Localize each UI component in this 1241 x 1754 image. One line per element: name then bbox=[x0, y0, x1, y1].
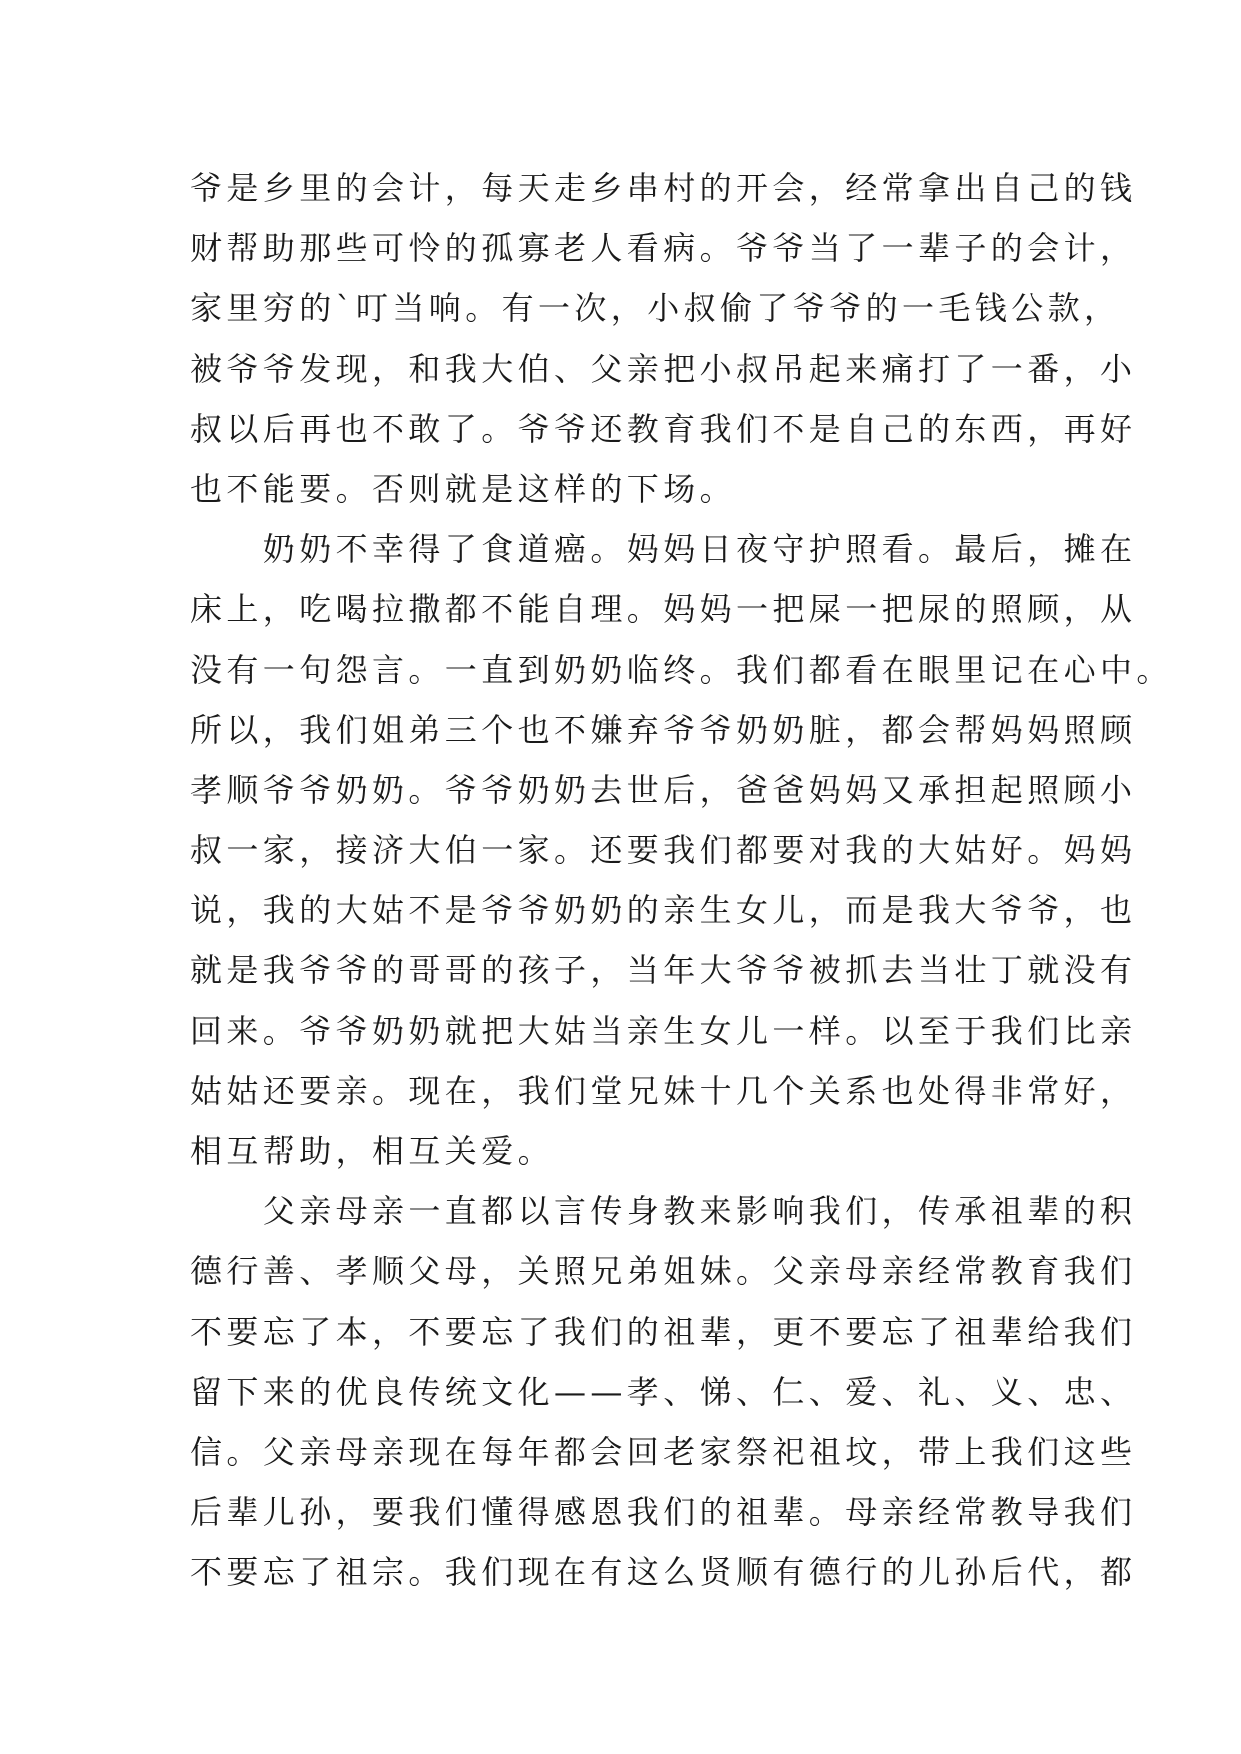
text-line: 被爷爷发现，和我大伯、父亲把小叔吊起来痛打了一番，小 bbox=[190, 349, 1137, 388]
text-line: 没有一句怨言。一直到奶奶临终。我们都看在眼里记在心中。 bbox=[190, 650, 1173, 689]
text-line: 就是我爷爷的哥哥的孩子，当年大爷爷被抓去当壮丁就没有 bbox=[190, 951, 1137, 990]
text-line: 不要忘了本，不要忘了我们的祖辈，更不要忘了祖辈给我们 bbox=[190, 1312, 1137, 1351]
text-line: 所以，我们姐弟三个也不嫌弃爷爷奶奶脏，都会帮妈妈照顾 bbox=[190, 710, 1137, 749]
text-line: 信。父亲母亲现在每年都会回老家祭祀祖坟，带上我们这些 bbox=[190, 1432, 1137, 1471]
text-line: 不要忘了祖宗。我们现在有这么贤顺有德行的儿孙后代，都 bbox=[190, 1553, 1137, 1592]
body-text bbox=[190, 158, 1173, 1603]
text-line: 孝顺爷爷奶奶。爷爷奶奶去世后，爸爸妈妈又承担起照顾小 bbox=[190, 770, 1137, 809]
text-line: 相互帮助，相互关爱。 bbox=[190, 1132, 555, 1170]
text-line: 叔以后再也不敢了。爷爷还教育我们不是自己的东西，再好 bbox=[190, 409, 1137, 448]
text-line: 家里穷的`叮当响。有一次，小叔偷了爷爷的一毛钱公款， bbox=[190, 289, 1121, 328]
text-line: 后辈儿孙，要我们懂得感恩我们的祖辈。母亲经常教导我们 bbox=[190, 1493, 1137, 1532]
text-line: 叔一家，接济大伯一家。还要我们都要对我的大姑好。妈妈 bbox=[190, 831, 1137, 870]
text-line: 财帮助那些可怜的孤寡老人看病。爷爷当了一辈子的会计， bbox=[190, 229, 1137, 268]
text-line: 德行善、孝顺父母，关照兄弟姐妹。父亲母亲经常教育我们 bbox=[190, 1252, 1137, 1291]
text-line: 留下来的优良传统文化——孝、悌、仁、爱、礼、义、忠、 bbox=[190, 1372, 1137, 1411]
text-line: 回来。爷爷奶奶就把大姑当亲生女儿一样。以至于我们比亲 bbox=[190, 1011, 1137, 1050]
text-line: 奶奶不幸得了食道癌。妈妈日夜守护照看。最后，摊在 bbox=[190, 530, 1137, 569]
text-line: 说，我的大姑不是爷爷奶奶的亲生女儿，而是我大爷爷，也 bbox=[190, 891, 1137, 930]
text-line: 姑姑还要亲。现在，我们堂兄妹十几个关系也处得非常好， bbox=[190, 1071, 1137, 1110]
text-line: 床上，吃喝拉撒都不能自理。妈妈一把屎一把尿的照顾，从 bbox=[190, 590, 1137, 629]
text-line: 父亲母亲一直都以言传身教来影响我们，传承祖辈的积 bbox=[190, 1192, 1137, 1231]
text-line: 也不能要。否则就是这样的下场。 bbox=[190, 469, 737, 508]
text-line: 爷是乡里的会计，每天走乡串村的开会，经常拿出自己的钱 bbox=[190, 169, 1137, 207]
